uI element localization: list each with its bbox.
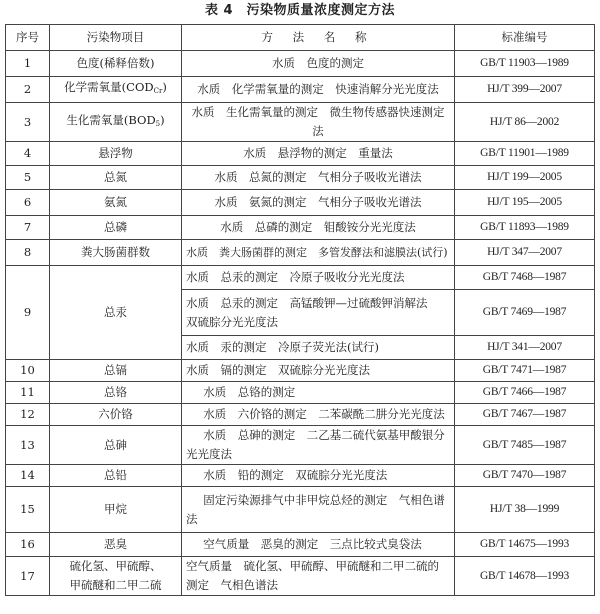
row-method: 水质 粪大肠菌群的测定 多管发酵法和滤膜法(试行)	[182, 240, 455, 266]
row-no: 13	[6, 426, 50, 465]
table-row	[6, 216, 595, 240]
row-item: 粪大肠菌群数	[50, 240, 182, 266]
row-no: 12	[6, 404, 50, 426]
row-standard: GB/T 14678—1993	[455, 557, 595, 596]
row-item: 恶臭	[50, 533, 182, 557]
header-no: 序号	[6, 25, 50, 51]
row-standard: HJ/T 86—2002	[455, 103, 595, 142]
header-item: 污染物项目	[50, 25, 182, 51]
table-row	[6, 51, 595, 77]
row-method: 水质 生化需氧量的测定 微生物传感器快速测定法	[182, 103, 455, 142]
row-method: 空气质量 硫化氢、甲硫醇、甲硫醚和二甲二硫的测定 气相色谱法	[182, 557, 455, 596]
table-row	[6, 487, 595, 533]
row-method: 水质 镉的测定 双硫腙分光光度法	[182, 360, 455, 382]
table-row	[6, 77, 595, 103]
row-no: 2	[6, 77, 50, 103]
table-row	[6, 557, 595, 596]
row-method: 水质 化学需氧量的测定 快速消解分光光度法	[182, 77, 455, 103]
row-no: 16	[6, 533, 50, 557]
row-method: 水质 氨氮的测定 气相分子吸收光谱法	[182, 190, 455, 216]
row-no: 14	[6, 465, 50, 487]
row-method: 水质 总磷的测定 钼酸铵分光光度法	[182, 216, 455, 240]
table-row	[6, 266, 595, 290]
row-no: 7	[6, 216, 50, 240]
header-standard: 标准编号	[455, 25, 595, 51]
row-standard: HJ/T 199—2005	[455, 166, 595, 190]
table-row	[6, 382, 595, 404]
row-no: 5	[6, 166, 50, 190]
row-item: 硫化氢、甲硫醇、甲硫醚和二甲二硫	[50, 557, 182, 596]
row-item	[50, 103, 182, 142]
row-method: 水质 总汞的测定 高锰酸钾—过硫酸钾消解法 双硫腙分光光度法	[182, 290, 455, 336]
table-row	[6, 190, 595, 216]
pollutant-methods-table	[5, 24, 595, 596]
item-subscript: 5	[155, 119, 161, 128]
table-row	[6, 360, 595, 382]
item-subscript: Cr	[153, 87, 163, 95]
row-standard: GB/T 7470—1987	[455, 465, 595, 487]
row-no: 10	[6, 360, 50, 382]
row-standard: GB/T 7469—1987	[455, 290, 595, 336]
row-standard: GB/T 7466—1987	[455, 382, 595, 404]
table-row	[6, 404, 595, 426]
table-row	[6, 103, 595, 142]
row-standard: GB/T 7471—1987	[455, 360, 595, 382]
row-method: 水质 色度的测定	[182, 51, 455, 77]
table-row	[6, 142, 595, 166]
row-item: 总氮	[50, 166, 182, 190]
row-no: 17	[6, 557, 50, 596]
table-row	[6, 426, 595, 465]
row-no: 4	[6, 142, 50, 166]
row-method: 空气质量 恶臭的测定 三点比较式臭袋法	[182, 533, 455, 557]
row-method: 水质 总氮的测定 气相分子吸收光谱法	[182, 166, 455, 190]
row-method: 固定污染源排气中非甲烷总烃的测定 气相色谱法	[182, 487, 455, 533]
item-text-end: )	[162, 80, 167, 94]
row-method: 水质 悬浮物的测定 重量法	[182, 142, 455, 166]
header-method: 方 法 名 称	[182, 25, 455, 51]
row-method: 水质 总汞的测定 冷原子吸收分光光度法	[182, 266, 455, 290]
row-standard: GB/T 14675—1993	[455, 533, 595, 557]
row-item: 总汞	[50, 266, 182, 360]
row-no: 3	[6, 103, 50, 142]
row-standard: HJ/T 38—1999	[455, 487, 595, 533]
row-no: 9	[6, 266, 50, 360]
row-standard: HJ/T 341—2007	[455, 336, 595, 360]
table-row	[6, 240, 595, 266]
table-row	[6, 465, 595, 487]
row-item: 色度(稀释倍数)	[50, 51, 182, 77]
row-method: 水质 总铬的测定	[182, 382, 455, 404]
row-no: 1	[6, 51, 50, 77]
row-item: 悬浮物	[50, 142, 182, 166]
item-text: 化学需氧量(COD	[64, 80, 154, 94]
row-no: 8	[6, 240, 50, 266]
row-item: 甲烷	[50, 487, 182, 533]
row-standard: GB/T 11903—1989	[455, 51, 595, 77]
row-standard: GB/T 7468—1987	[455, 266, 595, 290]
row-item: 氨氮	[50, 190, 182, 216]
row-item: 总磷	[50, 216, 182, 240]
row-item: 总镉	[50, 360, 182, 382]
row-standard: HJ/T 195—2005	[455, 190, 595, 216]
row-item: 总铅	[50, 465, 182, 487]
row-method: 水质 汞的测定 冷原子荧光法(试行)	[182, 336, 455, 360]
row-no: 11	[6, 382, 50, 404]
row-standard: GB/T 11893—1989	[455, 216, 595, 240]
table-row	[6, 166, 595, 190]
row-item: 六价铬	[50, 404, 182, 426]
row-item: 总砷	[50, 426, 182, 465]
row-standard: GB/T 7485—1987	[455, 426, 595, 465]
table-title: 表 4 污染物质量浓度测定方法	[204, 3, 396, 18]
row-no: 6	[6, 190, 50, 216]
row-method: 水质 六价铬的测定 二苯碳酰二肼分光光度法	[182, 404, 455, 426]
table-header-row	[6, 25, 595, 51]
row-item: 总铬	[50, 382, 182, 404]
row-no: 15	[6, 487, 50, 533]
row-standard: GB/T 11901—1989	[455, 142, 595, 166]
table-row	[6, 533, 595, 557]
row-method: 水质 总砷的测定 二乙基二硫代氨基甲酸银分光光度法	[182, 426, 455, 465]
item-text-end: )	[160, 112, 165, 127]
row-item	[50, 77, 182, 103]
row-standard: HJ/T 347—2007	[455, 240, 595, 266]
item-text: 生化需氧量(BOD	[66, 112, 156, 127]
row-standard: HJ/T 399—2007	[455, 77, 595, 103]
row-standard: GB/T 7467—1987	[455, 404, 595, 426]
row-method: 水质 铅的测定 双硫腙分光光度法	[182, 465, 455, 487]
